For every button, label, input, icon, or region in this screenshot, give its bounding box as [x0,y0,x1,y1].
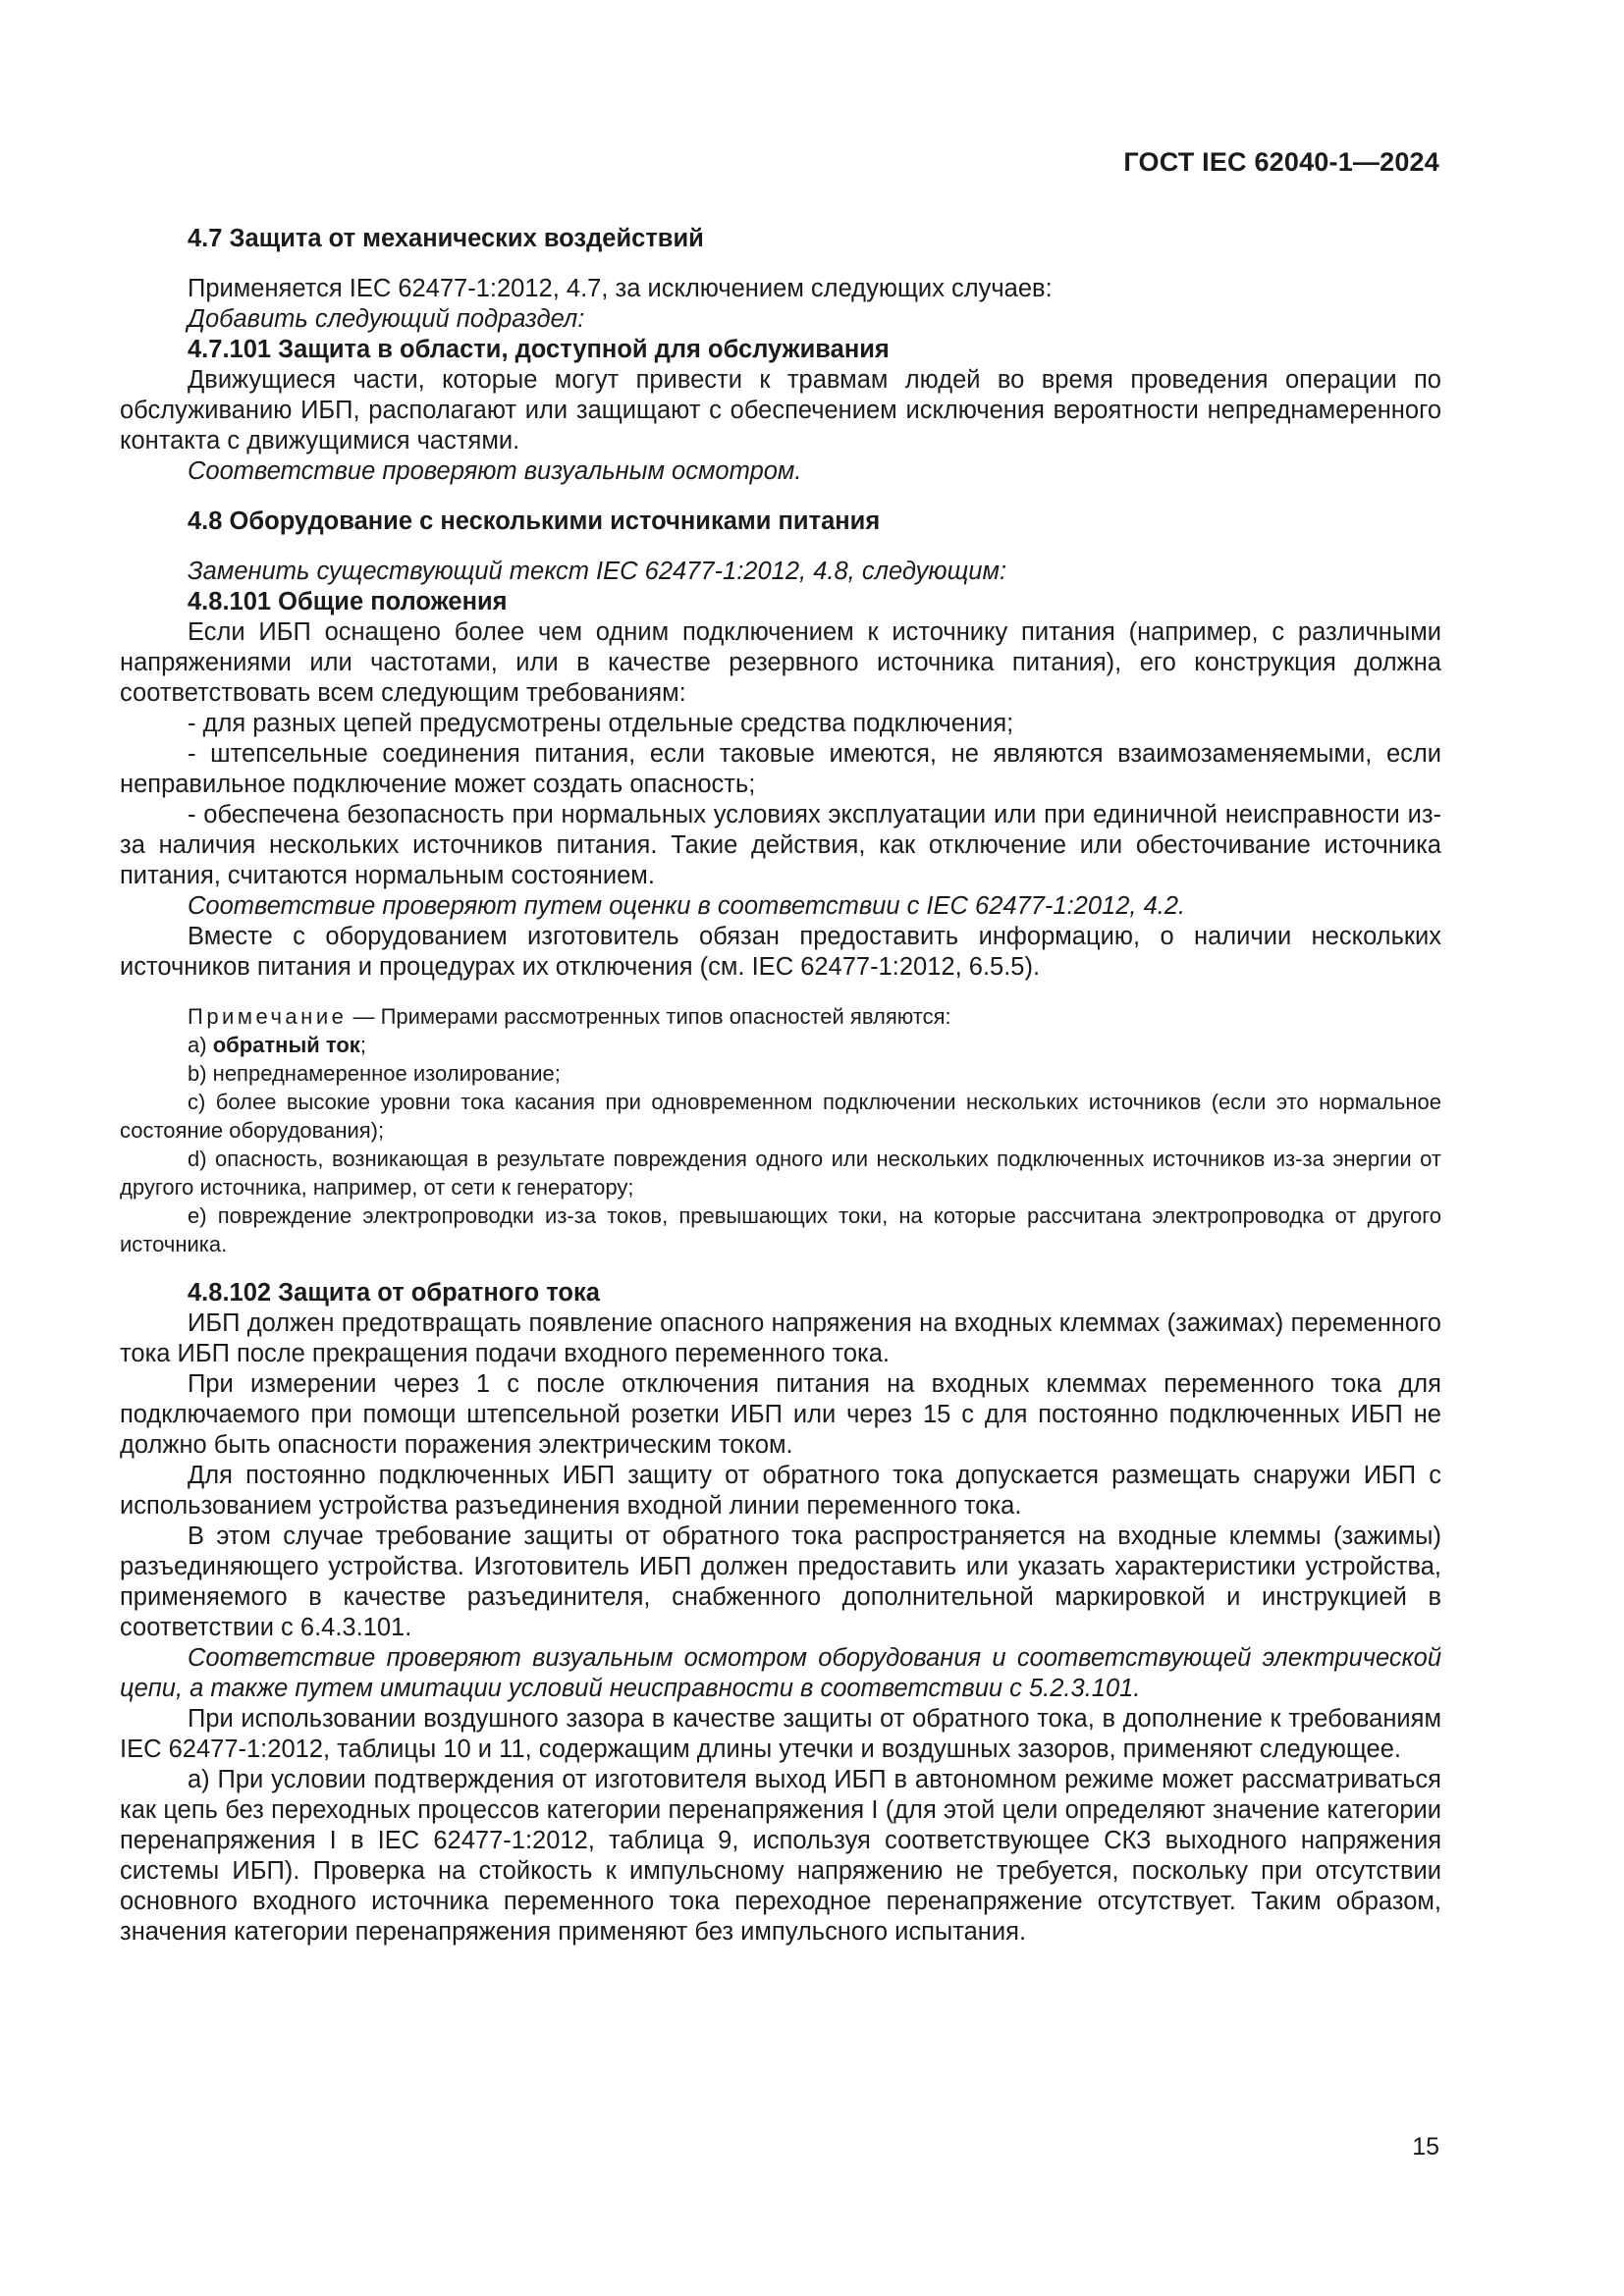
section-title-4-7: 4.7 Защита от механических воздействий [188,225,704,252]
paragraph-italic: Добавить следующий подраздел: [188,305,585,333]
list-item: - обеспечена безопасность при нормальных условиях эксплуатации или при единичной неисправности из-за наличия нескольких источников питания. Такие действия, как отключение или обесточивание источника питания, считаются нормальным состоянием. [120,801,1441,889]
paragraph: Движущиеся части, которые могут привести к травмам людей во время проведения операции по обслуживанию ИБП, располагают или защищают с обеспечением исключения вероятности непреднамеренного контакта с движущимися частями. [120,366,1441,454]
paragraph-italic: Заменить существующий текст IEC 62477-1:2012, 4.8, следующим: [188,558,1007,585]
paragraph: a) При условии подтверждения от изготовителя выход ИБП в автономном режиме может рассматриваться как цепь без переходных процессов категории перенапряжения I (для этой цели определяют значение категории перенапряжения I в IEC 62477-1:2012, таблица 9, используя соответствующее СКЗ выходного напряжения системы ИБП). Проверка на стойкость к импульсному напряжению не требуется, поскольку при отсутствии основного входного источника переменного тока переходное перенапряжение отсутствует. Таким образом, значения категории перенапряжения применяют без импульсного испытания. [120,1766,1441,1946]
note-item-c: c) более высокие уровни тока касания при одновременном подключении нескольких источников (если это нормальное состояние оборудования); [120,1090,1441,1143]
subsection-title-4-8-102: 4.8.102 Защита от обратного тока [188,1279,600,1307]
note-item-d: d) опасность, возникающая в результате повреждения одного или нескольких подключенных источников из-за энергии от другого источника, например, от сети к генератору; [120,1147,1441,1200]
paragraph: ИБП должен предотвращать появление опасного напряжения на входных клеммах (зажимах) переменного тока ИБП после прекращения подачи входного переменного тока. [120,1309,1441,1367]
list-item: - для разных цепей предусмотрены отдельные средства подключения; [188,710,1014,737]
note-block [120,1002,1441,1258]
paragraph: При использовании воздушного зазора в качестве защиты от обратного тока, в дополнение к требованиям IEC 62477-1:2012, таблицы 10 и 11, содержащим длины утечки и воздушных зазоров, применяют следующее. [120,1705,1441,1763]
note-item-a-prefix: a) [188,1033,213,1057]
paragraph: Применяется IEC 62477-1:2012, 4.7, за исключением следующих случаев: [188,275,1053,302]
note-item-a [120,1031,1441,1059]
document-body [120,224,1441,1948]
note-label: Примечание [188,1004,348,1029]
paragraph: Вместе с оборудованием изготовитель обязан предоставить информацию, о наличии нескольких источников питания и процедурах их отключения (см. IEC 62477-1:2012, 6.5.5). [120,923,1441,981]
list-item: - штепсельные соединения питания, если таковые имеются, не являются взаимозаменяемыми, если неправильное подключение может создать опасность; [120,740,1441,798]
paragraph-italic: Соответствие проверяют путем оценки в соответствии с IEC 62477-1:2012, 4.2. [188,892,1186,920]
paragraph-italic: Соответствие проверяют визуальным осмотром. [188,457,802,485]
note-intro-text: — Примерами рассмотренных типов опасностей являются: [347,1004,951,1029]
note-item-a-suffix: ; [359,1033,366,1057]
paragraph-italic: Соответствие проверяют визуальным осмотром оборудования и соответствующей электрической цепи, а также путем имитации условий неисправности в соответствии с 5.2.3.101. [120,1644,1441,1702]
paragraph: Для постоянно подключенных ИБП защиту от обратного тока допускается размещать снаружи ИБП с использованием устройства разъединения входной линии переменного тока. [120,1462,1441,1520]
page-number: 15 [1412,2133,1439,2161]
subsection-title-4-7-101: 4.7.101 Защита в области, доступной для обслуживания [188,336,890,363]
note-item-e: e) повреждение электропроводки из-за токов, превышающих токи, на которые рассчитана электропроводка от другого источника. [120,1203,1441,1256]
note-intro [120,1002,1441,1031]
subsection-title-4-8-101: 4.8.101 Общие положения [188,588,508,615]
paragraph: Если ИБП оснащено более чем одним подключением к источнику питания (например, с различными напряжениями или частотами, или в качестве резервного источника питания), его конструкция должна соответствовать всем следующим требованиям: [120,618,1441,707]
document-id-header: ГОСТ IEC 62040-1—2024 [1123,147,1439,177]
note-item-a-bold: обратный ток [212,1033,360,1057]
section-title-4-8: 4.8 Оборудование с несколькими источниками питания [188,507,881,535]
paragraph: При измерении через 1 с после отключения питания на входных клеммах переменного тока для подключаемого при помощи штепсельной розетки ИБП или через 15 с для постоянно подключенных ИБП не должно быть опасности поражения электрическим током. [120,1370,1441,1459]
paragraph: В этом случае требование защиты от обратного тока распространяется на входные клеммы (зажимы) разъединяющего устройства. Изготовитель ИБП должен предоставить или указать характеристики устройства, применяемого в качестве разъединителя, снабженного дополнительной маркировкой и инструкцией в соответствии с 6.4.3.101. [120,1522,1441,1641]
note-item-b: b) непреднамеренное изолирование; [188,1061,561,1086]
